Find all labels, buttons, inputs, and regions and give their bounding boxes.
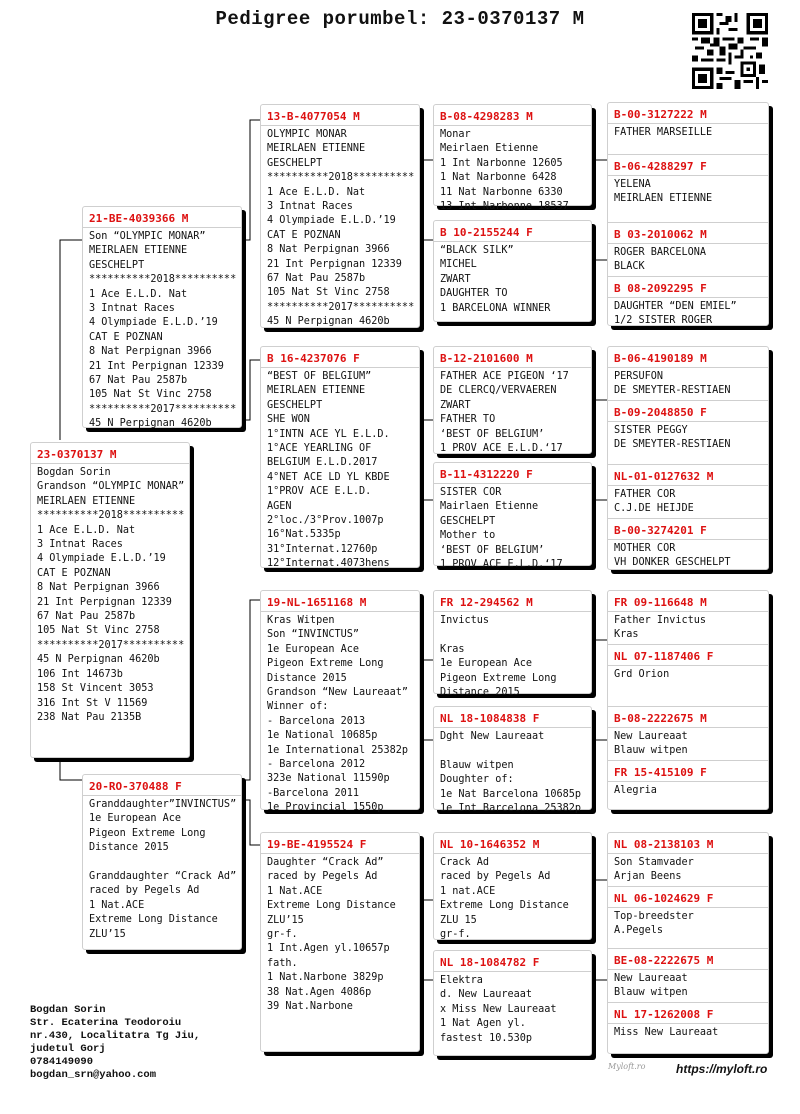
pigeon-info: Elektra d. New Laureaat x Miss New Laureaat 1 Nat Agen yl. fastest 10.530p [440,975,557,1044]
grandparent-card [260,590,420,814]
website-link[interactable]: https://myloft.ro [676,1062,768,1076]
pigeon-info: MOTHER COR VH DONKER GESCHELPT [614,543,731,569]
subject-ring-id: 23-0370137 M [37,448,117,461]
pigeon-info: Kras Witpen Son “INVINCTUS” 1e European Ace Pigeon Extreme Long Distance 2015 Grandson “New Laureaat” Winner of: - Barcelona 2013 1e National 10685p 1e International 25382p - Barcelona 2012 323e National 11590p -Barcelona 2011 1e Provincial 1550p [267,615,409,814]
pigeon-info: DAUGHTER “DEN EMIEL” 1/2 SISTER ROGER [614,301,737,327]
pigeon-info: OLYMPIC MONAR MEIRLAEN ETIENNE GESCHELPT **********2018********** 1 Ace E.L.D. Nat 3 Intnat Races 4 Olympiade E.L.D.’19 CAT E POZNAN 8 Nat Perpignan 3966 21 Int Perpignan 12339 67 Nat Pau 2587b 105 Nat St Vinc 2758 **********2017********** 45 N Perpignan 4620b [267,129,415,328]
pigeon-info: “BLACK SILK” MICHEL ZWART DAUGHTER TO 1 BARCELONA WINNER [440,245,551,314]
pigeon-info: Top-breedster A.Pegels [614,911,694,937]
sire-card [82,206,242,428]
pigeon-info: Alegria [614,785,657,796]
great-grandparent-card [433,706,592,815]
pigeon-info: PERSUFON DE SMEYTER-RESTIAEN [614,371,731,397]
pigeon-info: YELENA MEIRLAEN ETIENNE [614,179,713,205]
subject-info: Bogdan Sorin Grandson “OLYMPIC MONAR” MEIRLAEN ETIENNE **********2018********** 1 Ace E.L.D. Nat 3 Intnat Races 4 Olympiade E.L.D.’19 CAT E POZNAN 8 Nat Perpignan 3966 21 Int Perpignan 12339 67 Nat Pau 2587b 105 Nat St Vinc 2758 **********2017********** 45 N Perpignan 4620b 106 Int 14673b 158 St Vincent 3053 316 Int St V 11569 238 Nat Pau 2135B [37,467,185,723]
ring-id: B-00-3127222 M [614,108,707,121]
ring-id: FR 15-415109 F [614,766,707,779]
ring-id: B 10-2155244 F [440,226,533,239]
pigeon-info: SISTER PEGGY DE SMEYTER-RESTIAEN [614,425,731,451]
pigeon-info: Father Invictus Kras [614,615,707,641]
ancestor-pair-card [607,102,769,326]
pigeon-info: FATHER ACE PIGEON ‘17 DE CLERCQ/VERVAEREN ZWART FATHER TO ‘BEST OF BELGIUM’ 1 PROV ACE E.L.D.‘17 [440,371,569,455]
ring-id: NL 18-1084838 F [440,712,540,725]
ring-id: FR 12-294562 M [440,596,533,609]
ring-id: NL 17-1262008 F [614,1008,714,1021]
sire-info: Son “OLYMPIC MONAR” MEIRLAEN ETIENNE GESCHELPT **********2018********** 1 Ace E.L.D. Nat 3 Intnat Races 4 Olympiade E.L.D.’19 CAT E POZNAN 8 Nat Perpignan 3966 21 Int Perpignan 12339 67 Nat Pau 2587b 105 Nat St Vinc 2758 **********2017********** 45 N Perpignan 4620b [89,231,237,430]
pigeon-info: New Laureaat Blauw witpen [614,731,688,757]
great-grandparent-card [433,832,592,940]
dam-card [82,774,242,950]
ring-id: B-06-4288297 F [614,160,707,173]
pigeon-info: Dght New Laureaat Blauw witpen Doughter of: 1e Nat Barcelona 10685p 1e Int Barcelona 25382p [440,731,582,815]
great-grandparent-card [433,220,592,322]
ring-id: B-09-2048850 F [614,406,707,419]
ring-id: 13-B-4077054 M [267,110,360,123]
pigeon-info: ROGER BARCELONA BLACK [614,247,707,273]
signature-mark: Myloft.ro [608,1062,646,1071]
dam-info: Granddaughter”INVINCTUS” 1e European Ace Pigeon Extreme Long Distance 2015 Granddaughter “Crack Ad” raced by Pegels Ad 1 Nat.ACE Extreme Long Distance ZLU’15 [89,799,237,940]
ancestor-pair-card [607,590,769,810]
owner-phone: 0784149090 [30,1056,94,1068]
owner-locality: nr.430, Localitatra Tg Jiu, [30,1030,201,1042]
ring-id: B 08-2092295 F [614,282,707,295]
pigeon-info: Daughter “Crack Ad” raced by Pegels Ad 1 Nat.ACE Extreme Long Distance ZLU’15 gr-f. 1 Int.Agen yl.10657p fath. 1 Nat.Narbone 3829p 38 Nat.Agen 4086p 39 Nat.Narbone [267,857,396,1013]
ring-id: NL 08-2138103 M [614,838,714,851]
ring-id: BE-08-2222675 M [614,954,714,967]
pigeon-info: Invictus Kras 1e European Ace Pigeon Extreme Long Distance 2015 [440,615,557,699]
owner-name: Bogdan Sorin [30,1004,106,1016]
pigeon-info: New Laureaat Blauw witpen [614,973,688,999]
ring-id: NL-01-0127632 M [614,470,714,483]
owner-contact [30,1004,200,1082]
pigeon-info: “BEST OF BELGIUM” MEIRLAEN ETIENNE GESCHELPT SHE WON 1°INTN ACE YL E.L.D. 1°ACE YEARLING OF BELGIUM E.L.D.2017 4°NET ACE LD YL KBDE 1°PROV ACE E.L.D. AGEN 2°loc./3°Prov.1007p 16°Nat.5335p 31°Internat.12760p 12°Internat.4073hens [267,371,390,570]
ring-id: B-08-2222675 M [614,712,707,725]
subject-card [30,442,190,758]
ring-id: B-11-4312220 F [440,468,533,481]
sire-ring-id: 21-BE-4039366 M [89,212,189,225]
great-grandparent-card [433,346,592,454]
pigeon-info: FATHER MARSEILLE [614,127,713,138]
ring-id: B-06-4190189 M [614,352,707,365]
great-grandparent-card [433,104,592,213]
pigeon-info: Son Stamvader Arjan Beens [614,857,694,883]
ancestor-pair-card [607,832,769,1054]
great-grandparent-card [433,950,592,1056]
pigeon-info: Crack Ad raced by Pegels Ad 1 nat.ACE Extreme Long Distance ZLU 15 gr-f. [440,857,569,941]
ring-id: 19-NL-1651168 M [267,596,367,609]
ring-id: B 03-2010062 M [614,228,707,241]
owner-county: judetul Gorj [30,1043,106,1055]
ring-id: B-08-4298283 M [440,110,533,123]
ring-id: NL 07-1187406 F [614,650,714,663]
owner-street: Str. Ecaterina Teodoroiu [30,1017,182,1029]
ring-id: NL 10-1646352 M [440,838,540,851]
page-title: Pedigree porumbel: 23-0370137 M [215,8,585,30]
pigeon-info: Miss New Laureaat [614,1027,719,1038]
ancestor-pair-card [607,346,769,570]
ring-id: B-00-3274201 F [614,524,707,537]
pigeon-info: Monar Meirlaen Etienne 1 Int Narbonne 12605 1 Nat Narbonne 6428 11 Nat Narbonne 6330 13 Int Narbonne 18537 [440,129,569,213]
ring-id: B-12-2101600 M [440,352,533,365]
ring-id: B 16-4237076 F [267,352,360,365]
pigeon-info: Grd Orion [614,669,670,680]
great-grandparent-card [433,462,592,571]
dam-ring-id: 20-RO-370488 F [89,780,182,793]
ring-id: NL 18-1084782 F [440,956,540,969]
grandparent-card [260,832,420,1052]
grandparent-card [260,346,420,568]
ring-id: FR 09-116648 M [614,596,707,609]
pigeon-info: SISTER COR Mairlaen Etienne GESCHELPT Mother to ‘BEST OF BELGIUM’ 1 PROV ACE E.L.D.‘17 [440,487,563,571]
great-grandparent-card [433,590,592,699]
ring-id: NL 06-1024629 F [614,892,714,905]
owner-email[interactable]: bogdan_srn@yahoo.com [30,1069,157,1081]
pigeon-info: FATHER COR C.J.DE HEIJDE [614,489,694,515]
ring-id: 19-BE-4195524 F [267,838,367,851]
grandparent-card [260,104,420,328]
